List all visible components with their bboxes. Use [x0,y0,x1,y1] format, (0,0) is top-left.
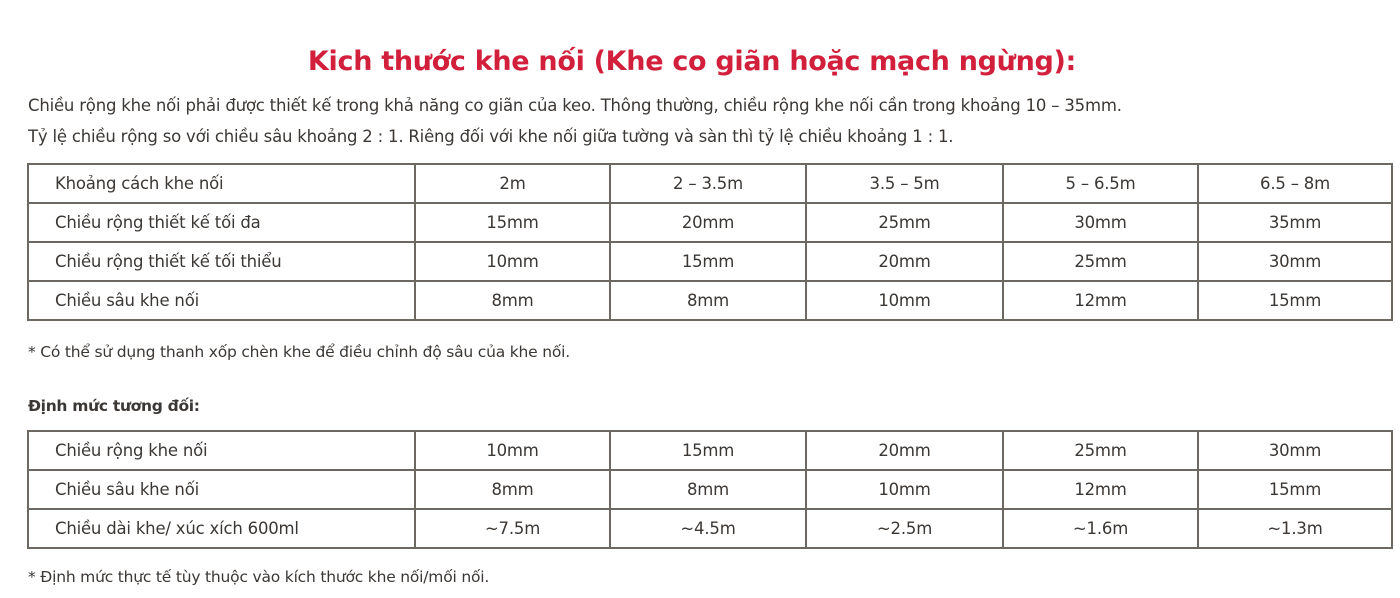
table-cell: 2 – 3.5m [610,164,806,203]
row-label: Chiều rộng thiết kế tối thiểu [28,242,415,281]
table-cell: 15mm [610,431,806,470]
table-cell: ~1.6m [1003,509,1198,548]
table-cell: 35mm [1198,203,1392,242]
table-row [28,431,1392,470]
table-cell: 10mm [415,431,610,470]
table-cell: 6.5 – 8m [1198,164,1392,203]
row-label: Khoảng cách khe nối [28,164,415,203]
consumption-heading: Định mức tương đối: [28,397,200,415]
table-row [28,470,1392,509]
table-row [28,242,1392,281]
row-label: Chiều rộng khe nối [28,431,415,470]
depth-footnote: * Có thể sử dụng thanh xốp chèn khe để điều chỉnh độ sâu của khe nối. [28,343,570,361]
table-cell: ~1.3m [1198,509,1392,548]
table-cell: 8mm [610,281,806,320]
table-cell: 15mm [610,242,806,281]
table-cell: 12mm [1003,470,1198,509]
joint-spacing-table [27,163,1393,321]
table-cell: 5 – 6.5m [1003,164,1198,203]
row-label: Chiều sâu khe nối [28,281,415,320]
table-cell: 15mm [1198,470,1392,509]
table-cell: 30mm [1198,431,1392,470]
table-cell: 8mm [415,470,610,509]
table-cell: 8mm [415,281,610,320]
table-row [28,203,1392,242]
table-row [28,509,1392,548]
row-label: Chiều dài khe/ xúc xích 600ml [28,509,415,548]
table-cell: 12mm [1003,281,1198,320]
intro-line-1: Chiều rộng khe nối phải được thiết kế trong khả năng co giãn của keo. Thông thường, chiều rộng khe nối cần trong khoảng 10 – 35mm. [28,96,1122,115]
intro-paragraph [28,90,1122,152]
table-cell: 15mm [1198,281,1392,320]
row-label: Chiều sâu khe nối [28,470,415,509]
table-row [28,164,1392,203]
table-cell: 15mm [415,203,610,242]
table-cell: 30mm [1198,242,1392,281]
table-cell: 10mm [806,281,1003,320]
row-label: Chiều rộng thiết kế tối đa [28,203,415,242]
table-cell: 3.5 – 5m [806,164,1003,203]
table-cell: 10mm [806,470,1003,509]
table-cell: 25mm [1003,431,1198,470]
page-title: Kich thước khe nối (Khe co giãn hoặc mạch ngừng): [307,46,1077,78]
intro-line-2: Tỷ lệ chiều rộng so với chiều sâu khoảng 2 : 1. Riêng đối với khe nối giữa tường và sàn thì tỷ lệ chiều khoảng 1 : 1. [28,127,954,146]
table-cell: 25mm [806,203,1003,242]
table-row [28,281,1392,320]
table-cell: 25mm [1003,242,1198,281]
consumption-footnote: * Định mức thực tế tùy thuộc vào kích thước khe nối/mối nối. [28,568,490,586]
table-cell: ~2.5m [806,509,1003,548]
table-cell: 20mm [806,242,1003,281]
table-cell: 20mm [610,203,806,242]
table-cell: ~4.5m [610,509,806,548]
consumption-table [27,430,1393,549]
table-cell: 10mm [415,242,610,281]
table-cell: ~7.5m [415,509,610,548]
table-cell: 20mm [806,431,1003,470]
table-cell: 8mm [610,470,806,509]
table-cell: 30mm [1003,203,1198,242]
table-cell: 2m [415,164,610,203]
